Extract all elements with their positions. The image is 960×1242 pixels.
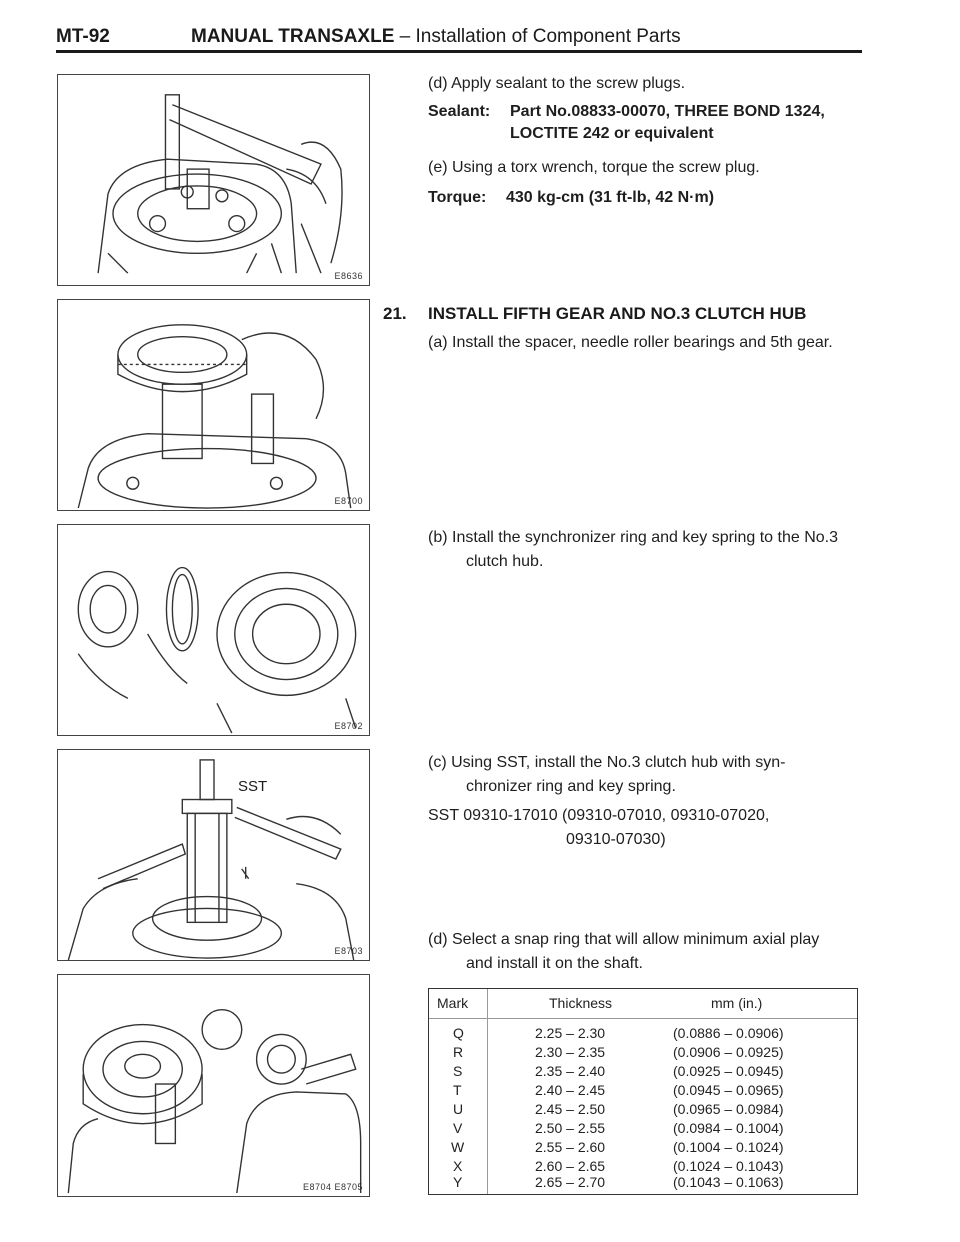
torx-wrench-illustration (58, 75, 369, 285)
row-mark: Q (453, 1025, 464, 1041)
row-mark: W (451, 1139, 465, 1155)
table-row (429, 1139, 857, 1159)
section-title: MANUAL TRANSAXLE (191, 26, 395, 47)
row-mark: Y (453, 1174, 463, 1190)
snap-ring-table (428, 988, 858, 1195)
table-row (429, 1174, 857, 1194)
row-mm: 2.60 – 2.65 (535, 1158, 606, 1174)
table-row (429, 1101, 857, 1121)
figure-sst-press (57, 749, 370, 961)
row-inch: (0.1043 – 0.1063) (673, 1174, 784, 1190)
row-mark: U (453, 1101, 464, 1117)
figure-snap-ring (57, 974, 370, 1197)
step-21c-line2: chronizer ring and key spring. (466, 778, 676, 795)
step-21d-line1: (d) Select a snap ring that will allow minimum axial play (428, 931, 820, 948)
row-mark: R (453, 1044, 464, 1060)
row-inch: (0.1024 – 0.1043) (673, 1158, 784, 1174)
sst-line2: 09310-07030) (566, 831, 666, 848)
header-rule (56, 50, 862, 53)
row-mm: 2.55 – 2.60 (535, 1139, 606, 1155)
sealant-spec-line1: Part No.08833-00070, THREE BOND 1324, (510, 103, 825, 120)
torque-spec: 430 kg-cm (31 ft-lb, 42 N·m) (506, 189, 715, 206)
row-mark: T (453, 1082, 462, 1098)
row-inch: (0.0925 – 0.0945) (673, 1063, 784, 1079)
row-mm: 2.30 – 2.35 (535, 1044, 606, 1060)
figure-fifth-gear (57, 299, 370, 511)
row-mm: 2.45 – 2.50 (535, 1101, 606, 1117)
row-inch: (0.1004 – 0.1024) (673, 1139, 784, 1155)
header-mark: Mark (437, 995, 469, 1011)
snap-ring-illustration (58, 975, 369, 1196)
row-mm: 2.65 – 2.70 (535, 1174, 606, 1190)
row-mark: S (453, 1063, 463, 1079)
table-row (429, 1025, 857, 1045)
row-mark: X (453, 1158, 463, 1174)
figure-synchronizer-ring (57, 524, 370, 736)
row-mark: V (453, 1120, 463, 1136)
row-mm: 2.40 – 2.45 (535, 1082, 606, 1098)
figure-id: E8704 E8705 (302, 1182, 363, 1192)
row-mm: 2.25 – 2.30 (535, 1025, 606, 1041)
torque-label: Torque: (428, 189, 487, 206)
table-row (429, 1082, 857, 1102)
sealant-label: Sealant: (428, 103, 491, 120)
figure-id: E8700 (334, 496, 363, 506)
sst-label: SST (238, 778, 268, 795)
table-row (429, 1044, 857, 1064)
fifth-gear-illustration (58, 300, 369, 510)
sealant-spec-line2: LOCTITE 242 or equivalent (510, 125, 714, 142)
figure-id: E8702 (334, 721, 363, 731)
row-inch: (0.0886 – 0.0906) (673, 1025, 784, 1041)
step-21-title: INSTALL FIFTH GEAR AND NO.3 CLUTCH HUB (428, 304, 807, 323)
row-mm: 2.35 – 2.40 (535, 1063, 606, 1079)
row-inch: (0.0984 – 0.1004) (673, 1120, 784, 1136)
header-unit: mm (in.) (711, 995, 763, 1011)
table-row (429, 1120, 857, 1140)
step-21b-line2: clutch hub. (466, 553, 544, 570)
figure-id: E8636 (334, 271, 363, 281)
page-number: MT-92 (56, 26, 110, 47)
header-thickness: Thickness (549, 995, 613, 1011)
table-row (429, 1063, 857, 1083)
table-header (429, 989, 857, 1019)
sst-line1: SST 09310-17010 (09310-07010, 09310-07020, (428, 807, 770, 824)
row-inch: (0.0945 – 0.0965) (673, 1082, 784, 1098)
running-title (191, 26, 681, 48)
step-e-instruction: (e) Using a torx wrench, torque the screw plug. (428, 159, 760, 176)
row-inch: (0.0965 – 0.0984) (673, 1101, 784, 1117)
figure-torx-wrench (57, 74, 370, 286)
figure-id: E8703 (334, 946, 363, 956)
step-21d-line2: and install it on the shaft. (466, 955, 643, 972)
sst-press-illustration (58, 750, 369, 960)
row-inch: (0.0906 – 0.0925) (673, 1044, 784, 1060)
step-21c-line1: (c) Using SST, install the No.3 clutch hub with syn- (428, 754, 786, 771)
row-mm: 2.50 – 2.55 (535, 1120, 606, 1136)
section-subtitle: – Installation of Component Parts (399, 26, 681, 47)
synchronizer-ring-illustration (58, 525, 369, 735)
step-21a: (a) Install the spacer, needle roller bearings and 5th gear. (428, 334, 833, 351)
step-21-number: 21. (383, 304, 407, 323)
step-d-instruction: (d) Apply sealant to the screw plugs. (428, 75, 686, 92)
step-21b-line1: (b) Install the synchronizer ring and key spring to the No.3 (428, 529, 838, 546)
